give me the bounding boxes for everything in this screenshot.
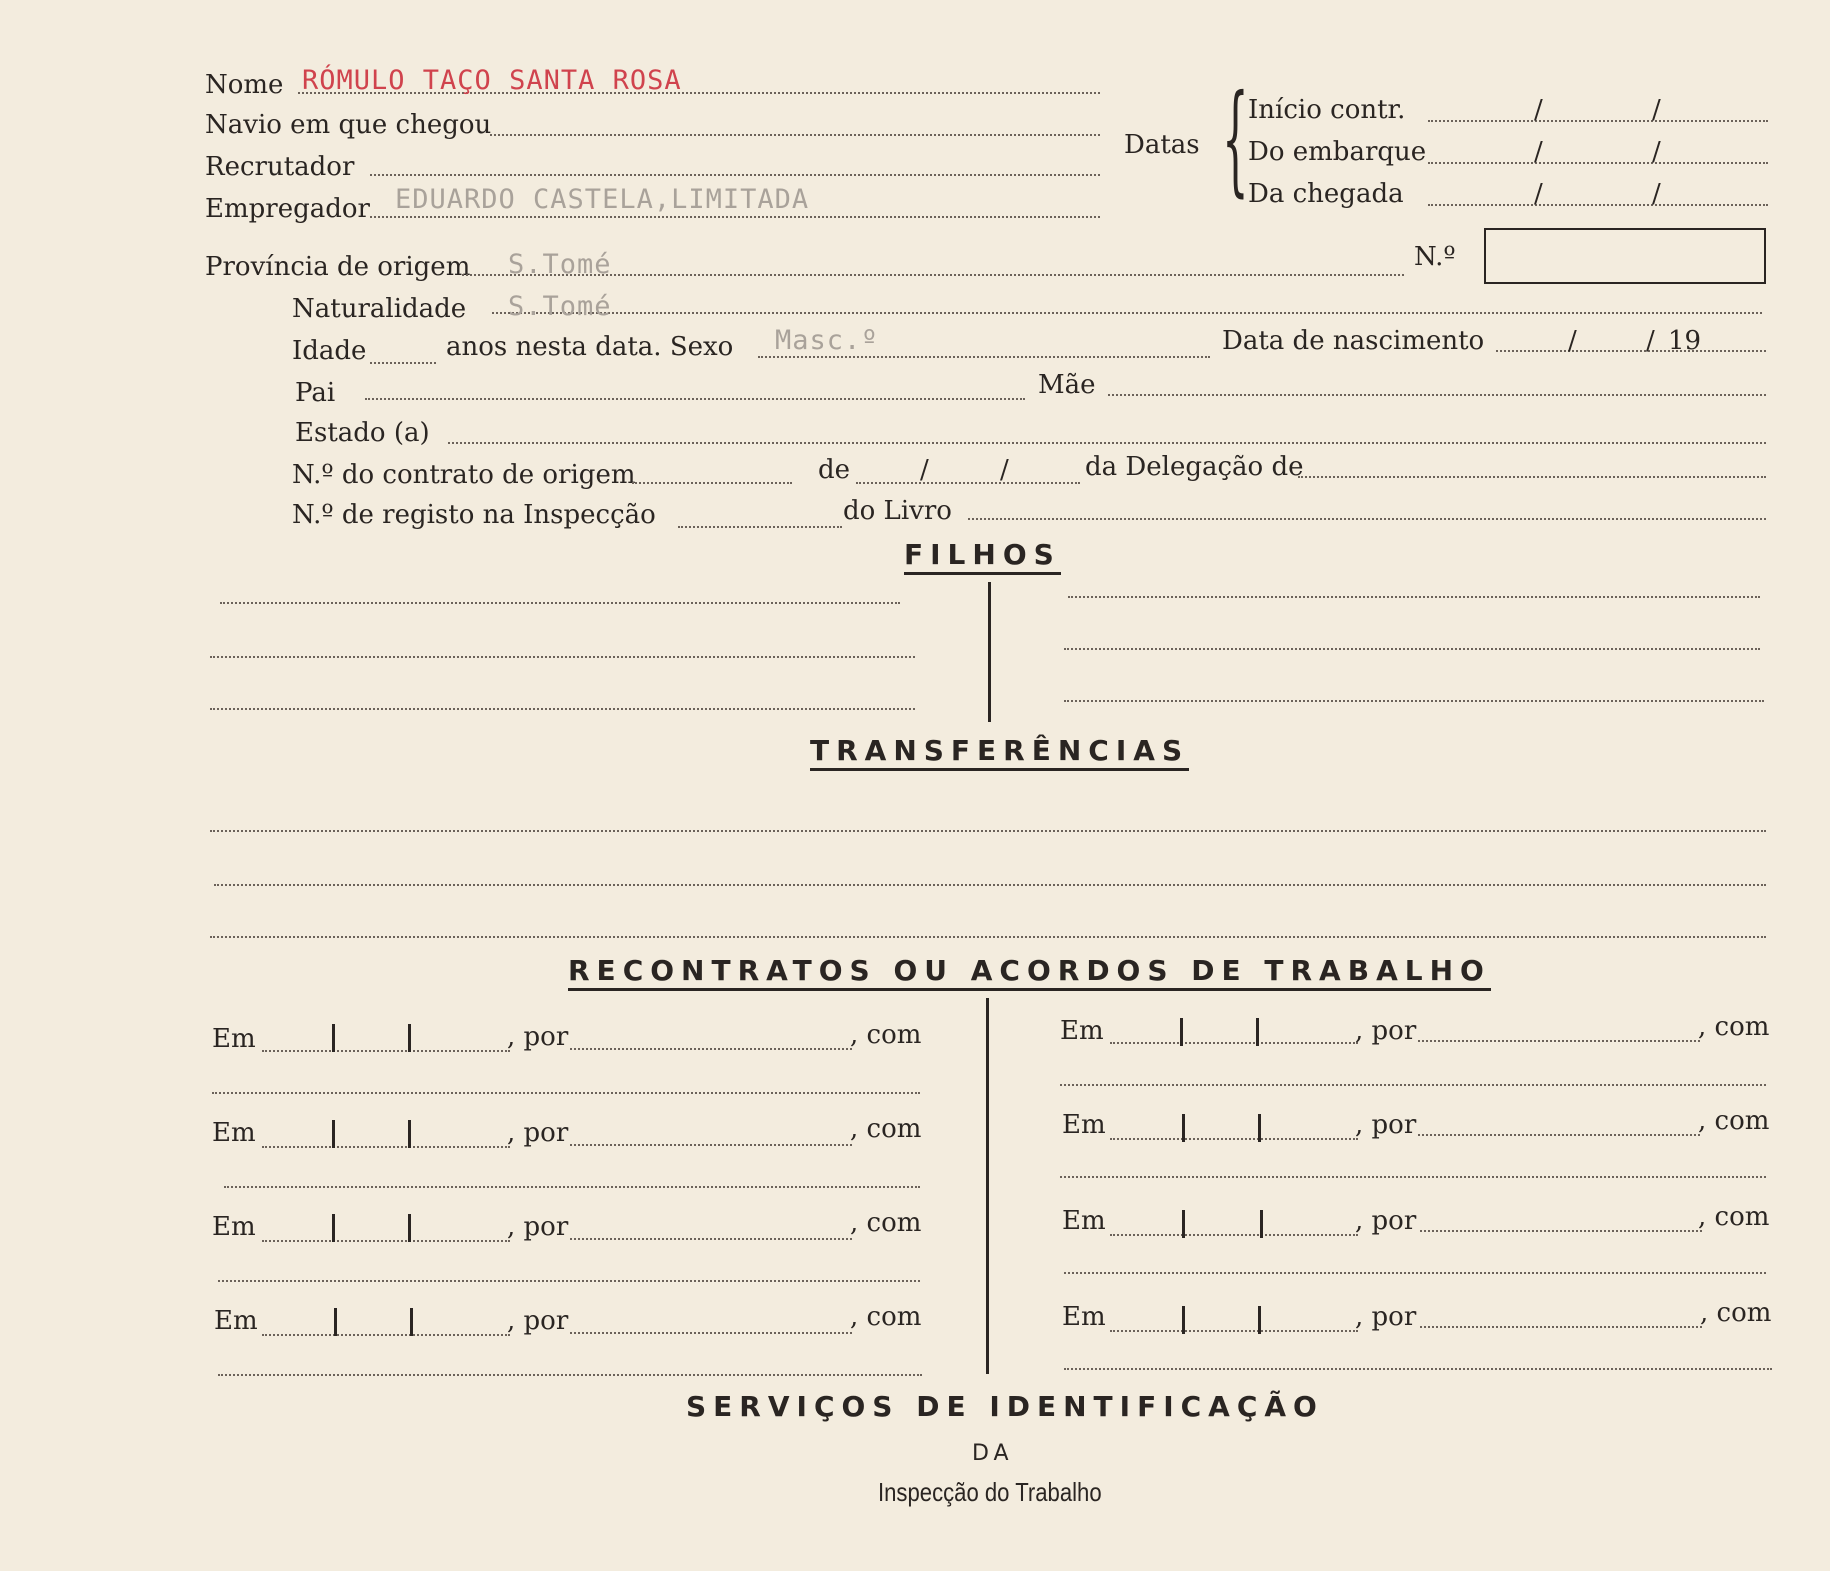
embarque-slash-2: / xyxy=(1652,137,1661,167)
idade-line xyxy=(370,362,436,364)
inicio-line xyxy=(1428,120,1768,122)
date-separator xyxy=(1258,1114,1261,1142)
em-date-line xyxy=(1110,1234,1358,1236)
provincia-value: S.Tomé xyxy=(508,249,612,280)
date-separator xyxy=(332,1024,335,1052)
date-separator xyxy=(1258,1306,1261,1334)
date-separator xyxy=(332,1214,335,1242)
footer-da: DA xyxy=(972,1441,1014,1466)
date-separator xyxy=(1260,1210,1263,1238)
com-line xyxy=(1060,1084,1766,1086)
empregador-value: EDUARDO CASTELA,LIMITADA xyxy=(395,184,810,215)
date-separator xyxy=(408,1120,411,1148)
com-label: , com xyxy=(1698,1202,1770,1232)
chegada-slash-2: / xyxy=(1652,179,1661,209)
em-label: Em xyxy=(1062,1302,1106,1332)
com-label: , com xyxy=(850,1020,922,1050)
filhos-line-right-3 xyxy=(1064,700,1764,702)
por-line xyxy=(1420,1230,1702,1232)
naturalidade-line xyxy=(492,312,1762,314)
nascimento-slash-2: / xyxy=(1646,326,1655,356)
delegacao-line xyxy=(1298,476,1766,478)
date-separator xyxy=(332,1120,335,1148)
numero-label: N.º xyxy=(1414,242,1456,272)
por-label: , por xyxy=(507,1212,569,1242)
com-line xyxy=(1064,1272,1766,1274)
date-separator xyxy=(334,1308,337,1336)
registo-label: N.º de registo na Inspecção xyxy=(292,500,656,530)
recrutador-label: Recrutador xyxy=(205,152,355,182)
naturalidade-value: S.Tomé xyxy=(508,291,612,322)
delegacao-label: da Delegação de xyxy=(1085,452,1304,482)
com-label: , com xyxy=(850,1208,922,1238)
com-line xyxy=(1060,1176,1766,1178)
por-line xyxy=(1420,1326,1702,1328)
de-slash-2: / xyxy=(1000,455,1009,485)
em-date-line xyxy=(262,1146,510,1148)
por-line xyxy=(570,1332,852,1334)
filhos-line-right-2 xyxy=(1064,648,1760,650)
inicio-label: Início contr. xyxy=(1248,95,1406,125)
provincia-label: Província de origem xyxy=(205,252,471,282)
empregador-line xyxy=(370,216,1100,218)
chegada-slash-1: / xyxy=(1534,179,1543,209)
brace-icon: { xyxy=(1222,70,1249,209)
navio-line xyxy=(490,134,1100,136)
com-label: , com xyxy=(1700,1298,1772,1328)
mae-line xyxy=(1108,394,1766,396)
por-label: , por xyxy=(507,1306,569,1336)
em-label: Em xyxy=(214,1306,258,1336)
date-separator xyxy=(1182,1210,1185,1238)
em-date-line xyxy=(262,1050,510,1052)
com-line xyxy=(1064,1368,1772,1370)
filhos-heading: FILHOS xyxy=(904,540,1061,575)
transferencias-line-1 xyxy=(210,830,1766,832)
livro-label: do Livro xyxy=(843,496,952,526)
em-date-line xyxy=(262,1334,510,1336)
date-separator xyxy=(1256,1018,1259,1046)
datas-label: Datas xyxy=(1124,130,1200,160)
com-label: , com xyxy=(1698,1012,1770,1042)
filhos-line-left-3 xyxy=(210,708,915,710)
nascimento-label: Data de nascimento xyxy=(1222,326,1485,356)
por-line xyxy=(1418,1134,1700,1136)
recontratos-divider xyxy=(986,998,989,1374)
footer-inspeccao: Inspecção do Trabalho xyxy=(878,1477,1102,1507)
recontratos-heading: RECONTRATOS OU ACORDOS DE TRABALHO xyxy=(568,956,1491,991)
nome-label: Nome xyxy=(205,70,284,100)
anos-label: anos nesta data. Sexo xyxy=(446,332,734,362)
registo-line xyxy=(678,526,842,528)
por-label: , por xyxy=(1355,1016,1417,1046)
transferencias-line-3 xyxy=(210,936,1766,938)
com-label: , com xyxy=(850,1302,922,1332)
por-label: , por xyxy=(1355,1110,1417,1140)
transferencias-heading: TRANSFERÊNCIAS xyxy=(810,736,1189,771)
em-label: Em xyxy=(1062,1206,1106,1236)
em-label: Em xyxy=(1062,1110,1106,1140)
nome-value: RÓMULO TAÇO SANTA ROSA xyxy=(302,65,682,96)
pai-line xyxy=(365,398,1025,400)
com-label: , com xyxy=(850,1114,922,1144)
em-label: Em xyxy=(212,1118,256,1148)
chegada-line xyxy=(1428,204,1768,206)
embarque-line xyxy=(1428,162,1768,164)
de-date-line xyxy=(856,482,1080,484)
naturalidade-label: Naturalidade xyxy=(292,294,467,324)
nascimento-line xyxy=(1496,350,1766,352)
por-line xyxy=(1418,1040,1700,1042)
ano-prefix: 19 xyxy=(1668,326,1702,356)
date-separator xyxy=(408,1024,411,1052)
filhos-line-left-2 xyxy=(210,656,915,658)
recrutador-line xyxy=(370,174,1100,176)
nascimento-slash-1: / xyxy=(1568,326,1577,356)
sexo-line xyxy=(758,356,1210,358)
por-label: , por xyxy=(507,1022,569,1052)
com-label: , com xyxy=(1698,1106,1770,1136)
por-label: , por xyxy=(507,1118,569,1148)
chegada-label: Da chegada xyxy=(1248,179,1404,209)
mae-label: Mãe xyxy=(1038,370,1096,400)
transferencias-line-2 xyxy=(214,884,1766,886)
date-separator xyxy=(410,1308,413,1336)
date-separator xyxy=(1182,1114,1185,1142)
pai-label: Pai xyxy=(295,378,336,408)
por-label: , por xyxy=(1355,1206,1417,1236)
por-line xyxy=(570,1048,852,1050)
em-label: Em xyxy=(1060,1016,1104,1046)
de-slash-1: / xyxy=(920,455,929,485)
com-line xyxy=(212,1092,920,1094)
filhos-divider xyxy=(988,582,991,722)
embarque-label: Do embarque xyxy=(1248,137,1427,167)
idade-label: Idade xyxy=(292,336,367,366)
por-label: , por xyxy=(1355,1302,1417,1332)
navio-label: Navio em que chegou xyxy=(205,110,492,140)
com-line xyxy=(218,1374,922,1376)
com-line xyxy=(224,1186,920,1188)
em-date-line xyxy=(1110,1138,1358,1140)
sexo-value: Masc.º xyxy=(775,325,879,356)
estado-label: Estado (a) xyxy=(295,418,430,448)
em-date-line xyxy=(1110,1042,1358,1044)
de-label: de xyxy=(818,455,851,485)
contrato-label: N.º do contrato de origem xyxy=(292,460,636,490)
em-label: Em xyxy=(212,1212,256,1242)
footer-title: SERVIÇOS DE IDENTIFICAÇÃO xyxy=(686,1390,1324,1423)
com-line xyxy=(218,1280,920,1282)
inicio-slash-1: / xyxy=(1534,95,1543,125)
numero-box xyxy=(1484,228,1766,284)
livro-line xyxy=(968,518,1766,520)
inicio-slash-2: / xyxy=(1652,95,1661,125)
embarque-slash-1: / xyxy=(1534,137,1543,167)
em-date-line xyxy=(1110,1330,1358,1332)
por-line xyxy=(570,1238,852,1240)
filhos-line-right-1 xyxy=(1068,596,1760,598)
por-line xyxy=(570,1144,852,1146)
date-separator xyxy=(1180,1018,1183,1046)
date-separator xyxy=(1182,1306,1185,1334)
contrato-line xyxy=(632,482,792,484)
empregador-label: Empregador xyxy=(205,194,370,224)
estado-line xyxy=(448,442,1766,444)
em-date-line xyxy=(262,1240,510,1242)
date-separator xyxy=(408,1214,411,1242)
em-label: Em xyxy=(212,1024,256,1054)
filhos-line-left-1 xyxy=(220,602,900,604)
